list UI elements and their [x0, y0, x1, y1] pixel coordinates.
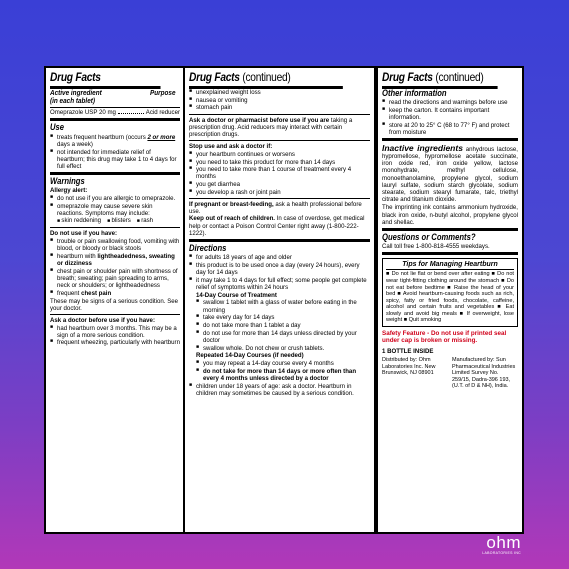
repeated-head: Repeated 14-Day Courses (if needed) — [196, 352, 304, 360]
list-item: ■ nausea or vomiting — [189, 97, 370, 104]
divider — [50, 172, 180, 175]
list-item: ■ take every day for 14 days — [196, 314, 370, 321]
brand-logo — [482, 534, 521, 555]
ingredient-purpose: Acid reducer — [145, 109, 180, 117]
logo-sub: LABORATORIES INC — [482, 551, 521, 555]
use-list — [50, 134, 180, 170]
repeated-list — [189, 360, 370, 382]
questions-title: Questions or Comments? — [382, 231, 476, 242]
directions-list — [189, 254, 370, 291]
children-list — [189, 383, 370, 397]
divider — [189, 140, 370, 141]
directions-title: Directions — [189, 242, 227, 253]
other-info-title: Other information — [382, 87, 447, 98]
list-item: ■ do not take more than 1 tablet a day — [196, 322, 370, 329]
list-item: ■ it may take 1 to 4 days for full effect; some people get complete relief of symptoms within 24 hours — [189, 277, 370, 291]
list-item: ■ frequent wheezing, particularly with heartburn — [50, 339, 180, 346]
course-list — [189, 299, 370, 351]
ask-doctor-pharmacist: Ask a doctor or pharmacist before use if you are taking a prescription drug. Acid reducers may interact with certain prescription drugs. — [189, 116, 353, 139]
continued-list — [189, 89, 370, 112]
tips-box — [382, 258, 518, 327]
purpose-label: Purpose — [149, 87, 176, 97]
active-ingredient-sub: (in each tablet) — [50, 96, 95, 106]
bottle-count: 1 BOTTLE INSIDE — [382, 347, 434, 355]
safety-feature: Safety Feature - Do not use if printed seal under cap is broken or missing. — [382, 330, 507, 345]
list-item: ■ omeprazole may cause severe skin reactions. Symptoms may include: — [50, 203, 180, 217]
check-item: ■ blisters — [107, 217, 131, 225]
divider — [189, 114, 370, 115]
list-item: ■ swallow 1 tablet with a glass of water before eating in the morning — [196, 299, 370, 313]
list-item: ■ for adults 18 years of age and older — [189, 254, 370, 261]
panel-2-title — [189, 71, 343, 89]
list-item: ■ not intended for immediate relief of heartburn; this drug may take 1 to 4 days for full effect — [50, 149, 180, 171]
list-item: ■ this product is to be used once a day (every 24 hours), every day for 14 days — [189, 262, 370, 276]
list-item: ■ swallow whole. Do not chew or crush tablets. — [196, 345, 370, 352]
ask-doctor-list — [50, 325, 180, 347]
divider — [189, 198, 370, 199]
allergy-list — [50, 195, 180, 217]
list-item: ■ do not use if you are allergic to omeprazole. — [50, 195, 180, 202]
tips-text: ■ Do not lie flat or bend over after eating ■ Do not wear tight-fitting clothing around the stomach ■ Do not eat before bedtime ■ Raise the head of your bed ■ Avoid heartburn-causing foods such as rich, spicy, fatty or fried foods, chocolate, caffeine, alcohol and certain fruits and vegetables ■ Eat slowly and avoid big meals ■ If overweight, lose weight ■ Quit smoking — [386, 271, 514, 324]
divider — [50, 118, 180, 121]
warnings-title: Warnings — [50, 176, 85, 187]
list-item: ■ trouble or pain swallowing food, vomiting with blood, or bloody or black stools — [50, 238, 180, 252]
list-item: ■ your heartburn continues or worsens — [189, 151, 370, 158]
pregnant-note: If pregnant or breast-feeding, ask a health professional before use. — [189, 201, 362, 216]
questions-text: Call toll free 1-800-818-4555 weekdays. — [382, 242, 490, 250]
panel-3-title — [382, 71, 498, 89]
divider — [50, 227, 180, 228]
other-info-list — [382, 99, 518, 136]
inactive-ingredients — [382, 143, 518, 204]
tips-title: Tips for Managing Heartburn — [386, 261, 514, 270]
list-item: ■ children under 18 years of age: ask a doctor. Heartburn in children may sometimes be caused by a serious condition. — [189, 383, 370, 397]
drug-facts-panel-1 — [44, 66, 186, 534]
list-item: ■ read the directions and warnings before use — [382, 99, 518, 106]
allergy-checks — [50, 217, 180, 225]
list-item: ■ you get diarrhea — [189, 181, 370, 188]
list-item: ■ you may repeat a 14-day course every 4 months — [196, 360, 370, 367]
do-not-use-list — [50, 238, 180, 297]
distributed-by: Distributed by: Ohm Laboratories Inc. New Brunswick, NJ 08901 — [382, 357, 436, 377]
allergy-alert: Allergy alert: — [50, 187, 88, 195]
drug-facts-panel-2 — [183, 66, 376, 534]
course-head: 14-Day Course of Treatment — [196, 291, 277, 299]
ask-doctor-head: Ask a doctor before use if you have: — [50, 316, 155, 324]
panel-1-title: Drug Facts — [50, 71, 161, 89]
keep-out-note: Keep out of reach of children. In case of overdose, get medical help or contact a Poison Control Center right away (1-800-222-1222). — [189, 215, 365, 237]
ingredient-name: Omeprazole USP 20 mg — [50, 109, 116, 117]
divider — [382, 228, 518, 231]
manufactured-by: Manufactured by: Sun Pharmaceutical Industries Limited Survey No. 259/15, Dadra-396 193, (U.T. of D & NH), India. — [452, 357, 516, 390]
divider — [50, 314, 180, 315]
list-item: ■ chest pain or shoulder pain with shortness of breath; sweating; pain spreading to arms, neck or shoulders; or lightheadedness — [50, 268, 180, 290]
stop-use-list — [189, 151, 370, 196]
list-item: ■ heartburn with lightheadedness, sweating or dizziness — [50, 253, 180, 267]
list-item: ■ you need to take more than 1 course of treatment every 4 months — [189, 166, 370, 180]
active-ingredient-label: Active ingredient — [50, 87, 102, 97]
list-item: ■ do not take for more than 14 days or more often than every 4 months unless directed by a doctor — [196, 368, 370, 382]
list-item: ■ stomach pain — [189, 104, 370, 111]
stop-use-head: Stop use and ask a doctor if: — [189, 143, 273, 151]
list-item: ■ unexplained weight loss — [189, 89, 370, 96]
check-item: ■ rash — [137, 217, 153, 225]
serious-note: These may be signs of a serious condition. See your doctor. — [50, 297, 179, 312]
divider — [382, 138, 518, 141]
title-text: Drug Facts — [382, 70, 433, 84]
divider — [189, 239, 370, 242]
title-text: Drug Facts — [189, 70, 240, 84]
list-item: ■ you develop a rash or joint pain — [189, 189, 370, 196]
imprint-text: The imprinting ink contains ammonium hydroxide, black iron oxide, n-butyl alcohol, propylene glycol and shellac. — [382, 204, 518, 226]
list-item: ■ had heartburn over 3 months. This may be a sign of a more serious condition. — [50, 325, 180, 339]
inactive-text: anhydrous lactose, hypromellose, hypromellose acetate succinate, iron oxide red, iron oxide yellow, lactose monohydrate, methyl cellulose, monoethanolamine, propylene glycol, sodium lauryl sulfate, sodium starch glycolate, sodium stearate, sodium stearyl fumarate, talc, triethyl citrate and titanium dioxide. — [382, 145, 518, 204]
list-item: ■ do not use for more than 14 days unless directed by your doctor — [196, 330, 370, 344]
check-item: ■ skin reddening — [57, 217, 101, 225]
title-cont: (continued) — [242, 70, 291, 84]
use-title: Use — [50, 122, 65, 133]
list-item: ■ treats frequent heartburn (occurs 2 or more days a week) — [50, 134, 180, 148]
divider — [382, 252, 518, 255]
list-item: ■ you need to take this product for more than 14 days — [189, 159, 370, 166]
logo-mark: ohm — [486, 533, 521, 552]
do-not-use-head: Do not use if you have: — [50, 230, 118, 238]
list-item: ■ frequent chest pain — [50, 290, 180, 297]
dot-leader — [118, 109, 144, 114]
list-item: ■ keep the carton. It contains important information. — [382, 107, 518, 121]
list-item: ■ store at 20 to 25° C (68 to 77° F) and protect from moisture — [382, 122, 518, 136]
title-cont: (continued) — [435, 70, 484, 84]
distribution-info — [382, 357, 518, 389]
ingredient-row — [50, 107, 180, 116]
drug-facts-panel-3 — [376, 66, 524, 534]
inactive-title: Inactive ingredients — [382, 142, 463, 153]
